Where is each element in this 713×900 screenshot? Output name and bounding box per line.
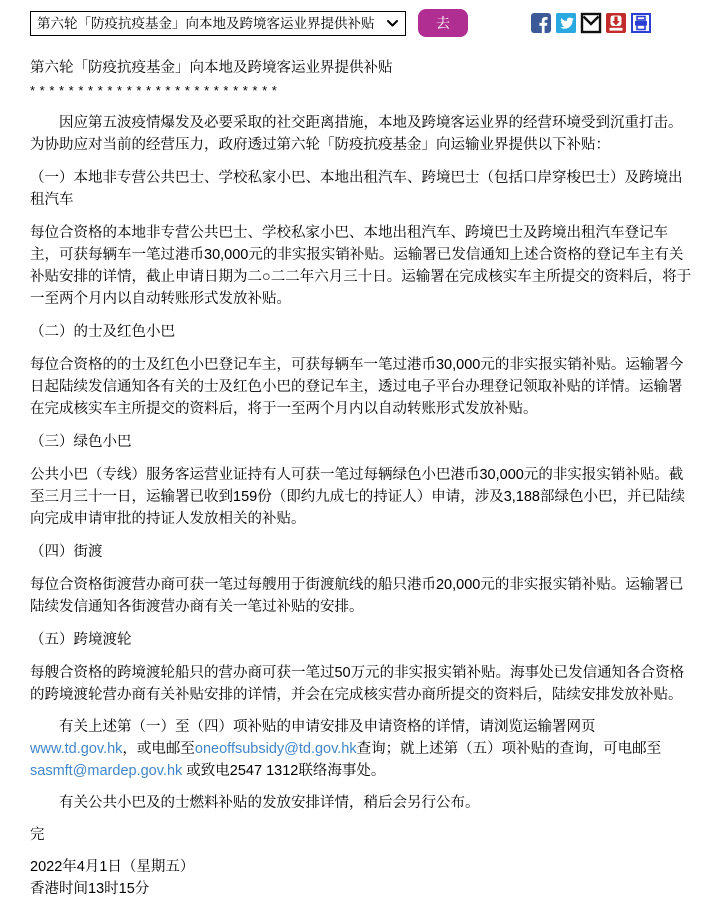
contact-text-2: ，或电邮至 [122,741,195,757]
article [30,57,692,900]
section-2-body: 每位合资格的的士及红色小巴登记车主，可获每辆车一笔过港币30,000元的非实报实销补贴。运输署今日起陆续发信通知各有关的士及红色小巴的登记车主，透过电子平台办理登记领取补贴的详情。运输署在完成核实车主所提交的资料后，将于一至两个月内以自动转账形式发放补贴。 [30,357,684,417]
title-separator: * * * * * * * * * * * * * * * * * * * * * * * * * * [30,83,278,98]
mardep-email-link[interactable]: sasmft@mardep.gov.hk [30,763,183,779]
oneoffsubsidy-email-link[interactable]: oneoffsubsidy@td.gov.hk [194,741,357,757]
twitter-share-icon[interactable] [556,13,576,33]
section-3-body: 公共小巴（专线）服务客运营业证持有人可获一笔过每辆绿色小巴港币30,000元的非实报实销补贴。截至三月三十一日，运输署已收到159份（即约九成七的持证人）申请，涉及3,188部绿色小巴，并已陆续向完成申请审批的持证人发放相关的补贴。 [30,467,685,527]
contact-text-4: 或致电2547 1312联络海事处。 [182,763,386,779]
toolbar [30,8,692,38]
td-website-link[interactable]: www.td.gov.hk [30,741,123,757]
facebook-share-icon[interactable] [531,13,551,33]
end-mark: 完 [30,827,45,843]
go-button[interactable]: 去 [418,9,468,37]
contact-text-1: 有关上述第（一）至（四）项补贴的申请安排及申请资格的详情，请浏览运输署网页 [30,719,596,735]
fuel-subsidy-note: 有关公共小巴及的士燃料补贴的发放安排详情，稍后会另行公布。 [30,795,480,811]
section-3-heading: （三）绿色小巴 [30,434,132,450]
download-share-icon[interactable] [606,13,626,33]
page-title: 第六轮「防疫抗疫基金」向本地及跨境客运业界提供补贴 [30,60,393,76]
release-date: 2022年4月1日（星期五） [30,859,195,875]
section-1-heading: （一）本地非专营公共巴士、学校私家小巴、本地出租汽车、跨境巴士（包括口岸穿梭巴士）及跨境出租汽车 [30,170,683,208]
share-icons [531,13,651,33]
print-share-icon[interactable] [631,13,651,33]
section-1-body: 每位合资格的本地非专营公共巴士、学校私家小巴、本地出租汽车、跨境巴士及跨境出租汽车登记车主，可获每辆车一笔过港币30,000元的非实报实销补贴。运输署已发信通知上述合资格的登记车主有关补贴安排的详情，截止申请日期为二○二二年六月三十日。运输署在完成核实车主所提交的资料后，将于一至两个月内以自动转账形式发放补贴。 [30,225,692,307]
email-share-icon[interactable] [581,13,601,33]
release-time: 香港时间13时15分 [30,881,150,897]
section-4-heading: （四）街渡 [30,544,103,560]
contact-text-3: 查询；就上述第（五）项补贴的查询，可电邮至 [356,741,662,757]
section-5-heading: （五）跨境渡轮 [30,632,132,648]
release-select[interactable] [30,11,406,36]
section-4-body: 每位合资格街渡营办商可获一笔过每艘用于街渡航线的船只港币20,000元的非实报实销补贴。运输署已陆续发信通知各街渡营办商有关一笔过补贴的安排。 [30,577,684,615]
section-5-body: 每艘合资格的跨境渡轮船只的营办商可获一笔过50万元的非实报实销补贴。海事处已发信通知各合资格的跨境渡轮营办商有关补贴安排的详情，并会在完成核实营办商所提交的资料后，陆续安排发放补贴。 [30,665,685,703]
release-datetime [30,856,692,900]
release-select-wrap [30,11,406,36]
intro-paragraph: 因应第五波疫情爆发及必要采取的社交距离措施，本地及跨境客运业界的经营环境受到沉重打击。为协助应对当前的经营压力，政府透过第六轮「防疫抗疫基金」向运输业界提供以下补贴： [30,115,683,153]
contact-paragraph [30,716,692,782]
section-2-heading: （二）的士及红色小巴 [30,324,175,340]
